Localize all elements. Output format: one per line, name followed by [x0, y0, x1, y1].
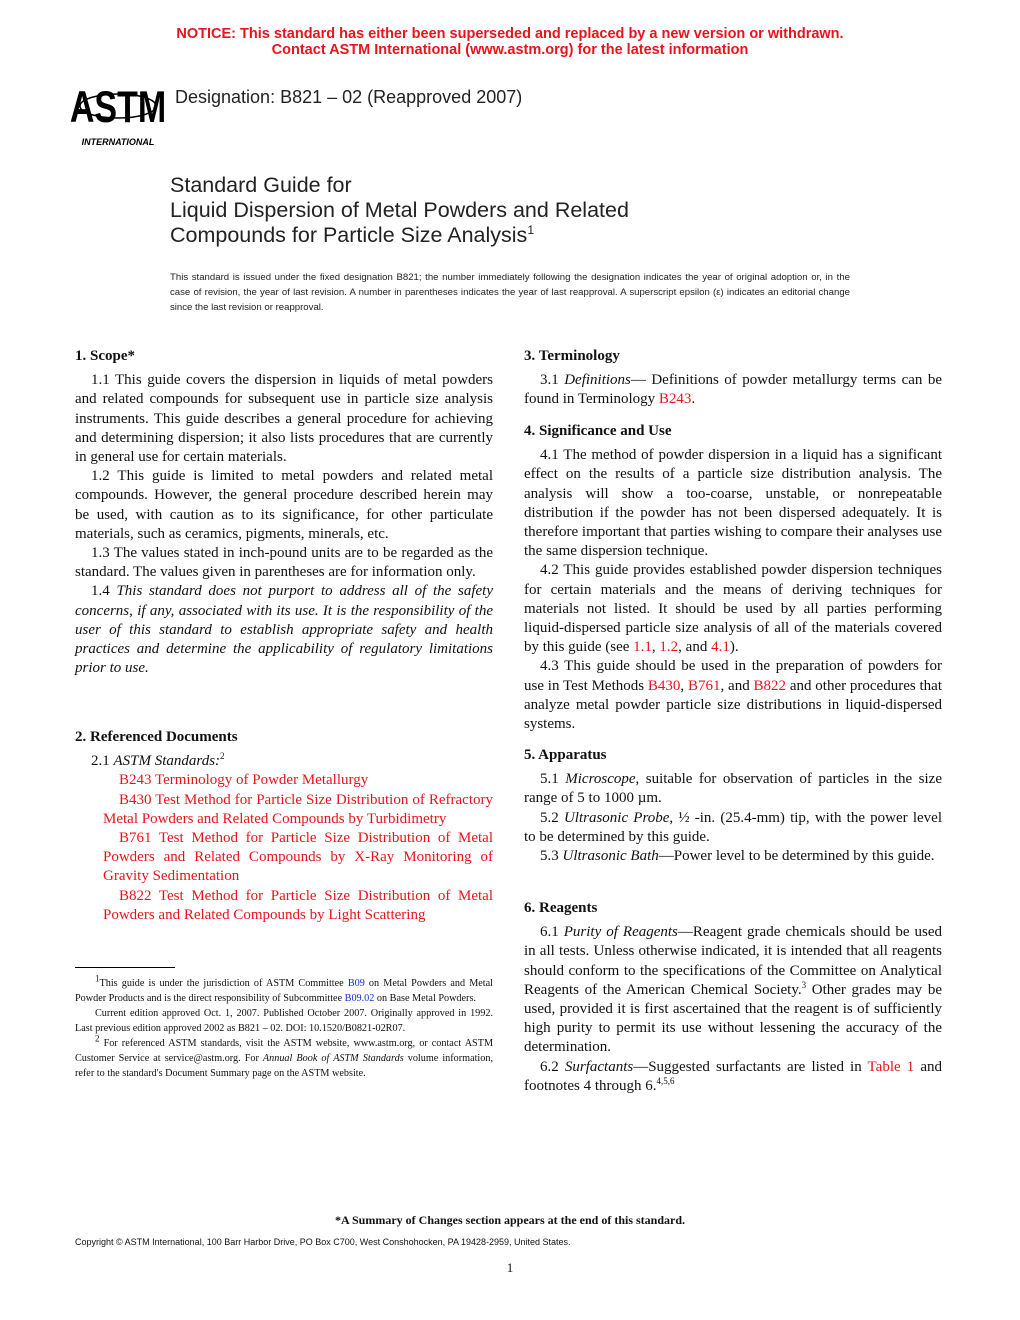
- footnote-marker: 2: [220, 751, 225, 762]
- paragraph: [524, 446, 942, 561]
- reference-link[interactable]: 4.1: [711, 639, 730, 656]
- text-segment: 4.2 This guide provides established powder dispersion techniques for certain materials and the means of deriving techniques for materials not listed. It should be used by all parties performing liquid-dispersed particle size analysis of all of the materials covered by this guide (see: [524, 562, 942, 656]
- paragraph: [524, 1058, 942, 1096]
- footnote-marker: 3: [801, 979, 807, 990]
- title-line: [170, 223, 629, 248]
- paragraph: [524, 809, 942, 847]
- committee-link[interactable]: B09: [347, 978, 365, 989]
- text-segment: 1.1 This guide covers the dispersion in liquids of metal powders and related compounds for subsequent use in particle size analysis instruments. This guide describes a general procedure for achieving and determining dispersion; it also lists procedures that are currently in general use for certain materials.: [75, 372, 493, 466]
- text-segment: 6.1: [540, 924, 564, 941]
- text-segment: on Base Metal Powders.: [374, 993, 476, 1004]
- text-segment: 5.3: [540, 848, 563, 865]
- text-segment: —Power level to be determined by this guide.: [658, 848, 935, 865]
- reference-link[interactable]: B822: [119, 887, 152, 904]
- section-heading: 2. Referenced Documents: [75, 729, 238, 745]
- referenced-standard: [75, 791, 493, 829]
- text-segment: Microscope: [565, 771, 636, 788]
- text-segment: Ultrasonic Probe: [563, 809, 670, 826]
- text-segment: 4.3 This guide should be used in the preparation of powders for use in Test Methods: [524, 658, 942, 694]
- reference-link[interactable]: 1.1: [633, 639, 652, 656]
- section-heading: 4. Significance and Use: [524, 423, 672, 439]
- text-segment: Current edition approved Oct. 1, 2007. Published October 2007. Originally approved in 1992. Last previous edition approved 2002 as B821 – 02. DOI: 10.1520/B0821-02R07.: [75, 1008, 493, 1034]
- text-segment: —Suggested surfactants are listed in: [633, 1058, 868, 1075]
- text-segment: 1.2 This guide is limited to metal powders and related metal compounds. However, the general procedure described herein may be used, with caution as to its significance, for other particulate materials, such as ceramics, pigments, minerals, etc.: [75, 468, 493, 542]
- referenced-standard: [75, 829, 493, 887]
- supersession-notice: [0, 26, 1020, 58]
- text-segment: .: [691, 391, 696, 408]
- reference-link[interactable]: Test Method for Particle Size Distribution of Metal Powders and Related Compounds by X-Ray Monitoring of Gravity Sedimentation: [103, 830, 493, 885]
- section-significance: [524, 422, 942, 734]
- text-segment: ).: [729, 639, 739, 656]
- reference-link[interactable]: Test Method for Particle Size Distribution of Metal Powders and Related Compounds by Light Scattering: [103, 887, 493, 923]
- reference-link[interactable]: B430: [119, 791, 152, 808]
- summary-note: *A Summary of Changes section appears at the end of this standard.: [334, 1213, 686, 1227]
- text-segment: ,: [680, 677, 688, 694]
- paragraph: [524, 923, 942, 1057]
- footnote: [75, 973, 493, 1006]
- issuance-note: This standard is issued under the fixed designation B821; the number immediately following the designation indicates the year of original adoption or, in the case of revision, the year of last revision. A number in parentheses indicates the year of last reapproval. A superscript epsilon (ε) indicates an editorial change since the last revision or reapproval.: [170, 272, 850, 313]
- text-segment: Annual Book of ASTM Standards: [262, 1053, 404, 1064]
- footnote: [75, 1006, 493, 1036]
- reference-link[interactable]: B822: [753, 677, 787, 694]
- section-referenced-documents: [75, 728, 493, 925]
- page-number: 1: [506, 1260, 514, 1275]
- text-segment: 3.1: [540, 372, 565, 389]
- text-segment: ASTM Standards:: [113, 753, 221, 770]
- paragraph: [524, 770, 942, 808]
- text-segment: 5.1: [540, 771, 566, 788]
- text-segment: on Metal Powders and Metal Powder Products and is the direct responsibility of Subcommittee: [75, 978, 493, 1004]
- text-segment: and other procedures that analyze metal powder particle size distributions in liquid-dispersed systems.: [524, 677, 942, 733]
- text-segment: , suitable for observation of particles in the size range of 5 to 1000 µm.: [524, 771, 942, 807]
- section-scope: [75, 347, 493, 678]
- text-segment: 1.4: [91, 583, 117, 600]
- footnote-marker: 1: [527, 222, 534, 237]
- svg-text:ASTM: ASTM: [69, 82, 167, 133]
- reference-link[interactable]: B243: [119, 772, 152, 789]
- reference-link[interactable]: Terminology of Powder Metallurgy: [151, 772, 369, 789]
- title-line: Standard Guide for: [170, 173, 352, 197]
- text-segment: and footnotes 4 through 6.: [524, 1058, 943, 1094]
- paragraph: [524, 657, 942, 734]
- text-segment: 6.2: [540, 1058, 565, 1075]
- reference-link[interactable]: B430: [647, 677, 681, 694]
- paragraph: [75, 467, 493, 544]
- paragraph: [75, 544, 493, 582]
- text-segment: , and: [678, 639, 712, 656]
- text-segment: Definitions: [564, 372, 631, 389]
- paragraph: [75, 371, 493, 467]
- text-segment: This guide is under the jurisdiction of ASTM Committee: [99, 978, 348, 989]
- document-title: [170, 173, 629, 248]
- section-heading: 6. Reagents: [524, 900, 598, 916]
- section-heading: 5. Apparatus: [524, 747, 607, 763]
- text-segment: —Reagent grade chemicals should be used in all tests. Unless otherwise indicated, it is intended that all reagents should conform to the specifications of the Committee on Analytical Reagents of the American Chemical Society.: [524, 924, 942, 998]
- footnote: [75, 1033, 493, 1081]
- designation: Designation: B821 – 02 (Reapproved 2007): [175, 87, 523, 107]
- notice-line-1: NOTICE: This standard has either been superseded and replaced by a new version or withdrawn.: [176, 26, 844, 42]
- title-line: Liquid Dispersion of Metal Powders and Related: [170, 198, 629, 222]
- reference-link[interactable]: B761: [687, 677, 721, 694]
- reference-link[interactable]: Table 1: [867, 1058, 915, 1075]
- committee-link[interactable]: B09.02: [344, 993, 375, 1004]
- reference-link[interactable]: B761: [119, 830, 152, 847]
- paragraph: [75, 582, 493, 678]
- section-reagents: [524, 899, 942, 1096]
- footnotes: [75, 973, 493, 1081]
- reference-link[interactable]: Test Method for Particle Size Distribution of Refractory Metal Powders and Related Compounds by Turbidimetry: [103, 791, 493, 827]
- paragraph: [524, 847, 942, 866]
- text-segment: For referenced ASTM standards, visit the ASTM website, www.astm.org, or contact ASTM Customer Service at service@astm.org. For: [75, 1038, 493, 1064]
- paragraph: [524, 371, 942, 409]
- referenced-standard: [75, 887, 493, 925]
- paragraph: [75, 752, 493, 771]
- text-segment: , ½ -in. (25.4-mm) tip, with the power level to be determined by this guide.: [524, 809, 942, 845]
- notice-line-2: Contact ASTM International (www.astm.org) for the latest information: [271, 42, 749, 58]
- astm-logo-icon: [69, 78, 167, 148]
- text-segment: 5.2: [540, 809, 564, 826]
- copyright: Copyright © ASTM International, 100 Barr Harbor Drive, PO Box C700, West Conshohocken, PA 19428-2959, United States.: [75, 1237, 571, 1247]
- section-heading: 1. Scope*: [75, 348, 135, 364]
- footnote-divider: [75, 967, 175, 968]
- text-segment: 4.1 The method of powder dispersion in a liquid has a significant effect on the results of a particle size distribution analysis. The analysis will show a too-coarse, unstable, or nonrepeatable distribution if the powder has not been dispersed adequately. It is therefore important that parties wishing to compare their analyses use the same dispersion technique.: [524, 447, 942, 560]
- footnote-marker: 2: [95, 1033, 100, 1044]
- section-terminology: [524, 347, 942, 410]
- section-apparatus: [524, 746, 942, 866]
- reference-link[interactable]: B243: [658, 391, 692, 408]
- section-heading: 3. Terminology: [524, 348, 620, 364]
- text-segment: Surfactants: [564, 1058, 634, 1075]
- reference-link[interactable]: 1.2: [659, 639, 679, 656]
- text-segment: , and: [720, 677, 754, 694]
- svg-text:INTERNATIONAL: INTERNATIONAL: [81, 137, 155, 147]
- text-segment: ,: [651, 639, 660, 656]
- text-segment: — Definitions of powder metallurgy terms can be found in Terminology: [524, 372, 943, 408]
- text-segment: Ultrasonic Bath: [562, 848, 659, 865]
- referenced-standard: [75, 771, 493, 790]
- text-segment: This standard does not purport to address all of the safety concerns, if any, associated with its use. It is the responsibility of the user of this standard to establish appropriate safety and health practices and determine the applicability of regulatory limitations prior to use.: [75, 583, 494, 677]
- footnote-marker: 4,5,6: [656, 1075, 675, 1086]
- paragraph: [524, 561, 942, 657]
- text-segment: Purity of Reagents: [563, 924, 678, 941]
- title-text: Compounds for Particle Size Analysis: [170, 223, 528, 247]
- text-segment: 2.1: [91, 753, 114, 770]
- text-segment: 1.3 The values stated in inch-pound units are to be regarded as the standard. The values given in parentheses are for information only.: [75, 545, 493, 581]
- text-segment: volume information, refer to the standard's Document Summary page on the ASTM website.: [75, 1053, 493, 1079]
- text-segment: Other grades may be used, provided it is first ascertained that the reagent is of sufficiently high purity to permit its use without lessening the accuracy of the determination.: [524, 981, 942, 1056]
- footnote-marker: 1: [95, 973, 100, 984]
